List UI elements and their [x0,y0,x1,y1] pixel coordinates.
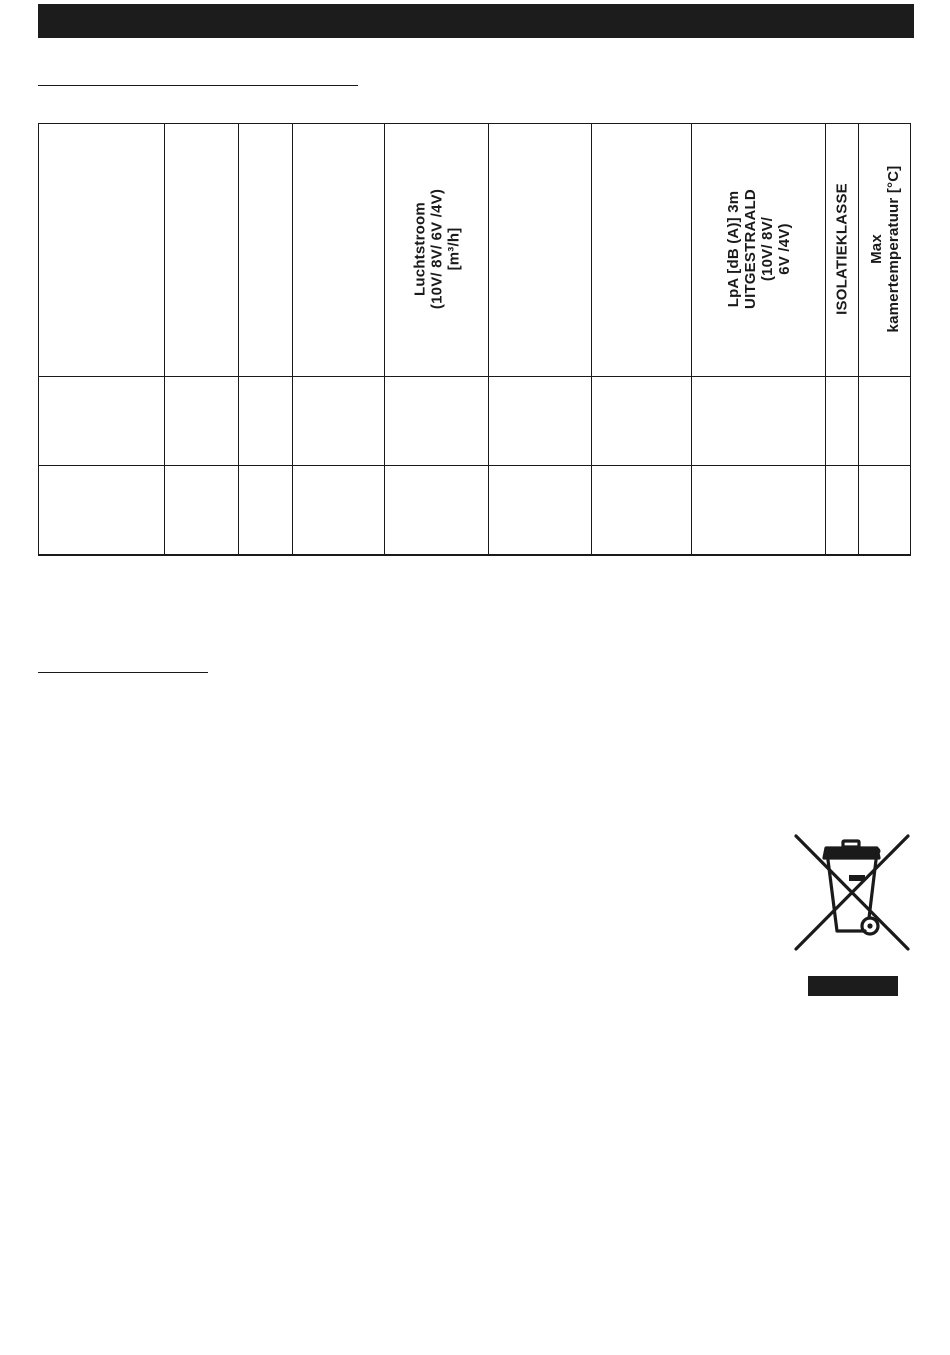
crossed-out-wheelie-bin-icon [793,834,911,954]
table-cell [489,466,592,555]
header-cell-max-room-temperature [859,124,911,377]
specifications-table [38,123,911,556]
section-title-underline [38,672,208,673]
table-cell [165,466,239,555]
table-cell [592,466,692,555]
table-cell [826,466,859,555]
table-cell [859,377,911,466]
header-cell [239,124,293,377]
header-cell-sound-pressure [692,124,826,377]
table-cell [859,466,911,555]
table-cell [826,377,859,466]
table-row [39,466,911,555]
header-cell [592,124,692,377]
header-label-sound-pressure: LpA [dB (A)] 3m UITGESTRAALD (10V/ 8V/ 6V /4V) [724,189,793,309]
section-title-underline [38,85,358,86]
table-cell [293,466,385,555]
table-cell [293,377,385,466]
header-cell-airflow [385,124,489,377]
table-cell [489,377,592,466]
table-header-row [39,124,911,377]
table-cell [692,466,826,555]
section-header-bar [38,4,914,38]
header-label-insulation-class: ISOLATIEKLASSE [833,183,851,315]
table-cell [39,466,165,555]
weee-marking-bar [808,976,898,996]
table-cell [239,377,293,466]
header-cell-insulation-class [826,124,859,377]
table-cell [692,377,826,466]
header-label-airflow: Luchtstroom (10V/ 8V/ 6V /4V) [m³/h] [411,188,462,310]
table-cell [165,377,239,466]
table-cell [592,377,692,466]
header-label-max-room-temperature: Max kamertemperatuur [°C] [867,165,902,333]
header-cell [165,124,239,377]
table-cell [239,466,293,555]
table-cell [385,466,489,555]
table-cell [385,377,489,466]
header-cell [489,124,592,377]
table-cell [39,377,165,466]
table-row [39,377,911,466]
header-cell [39,124,165,377]
header-cell [293,124,385,377]
